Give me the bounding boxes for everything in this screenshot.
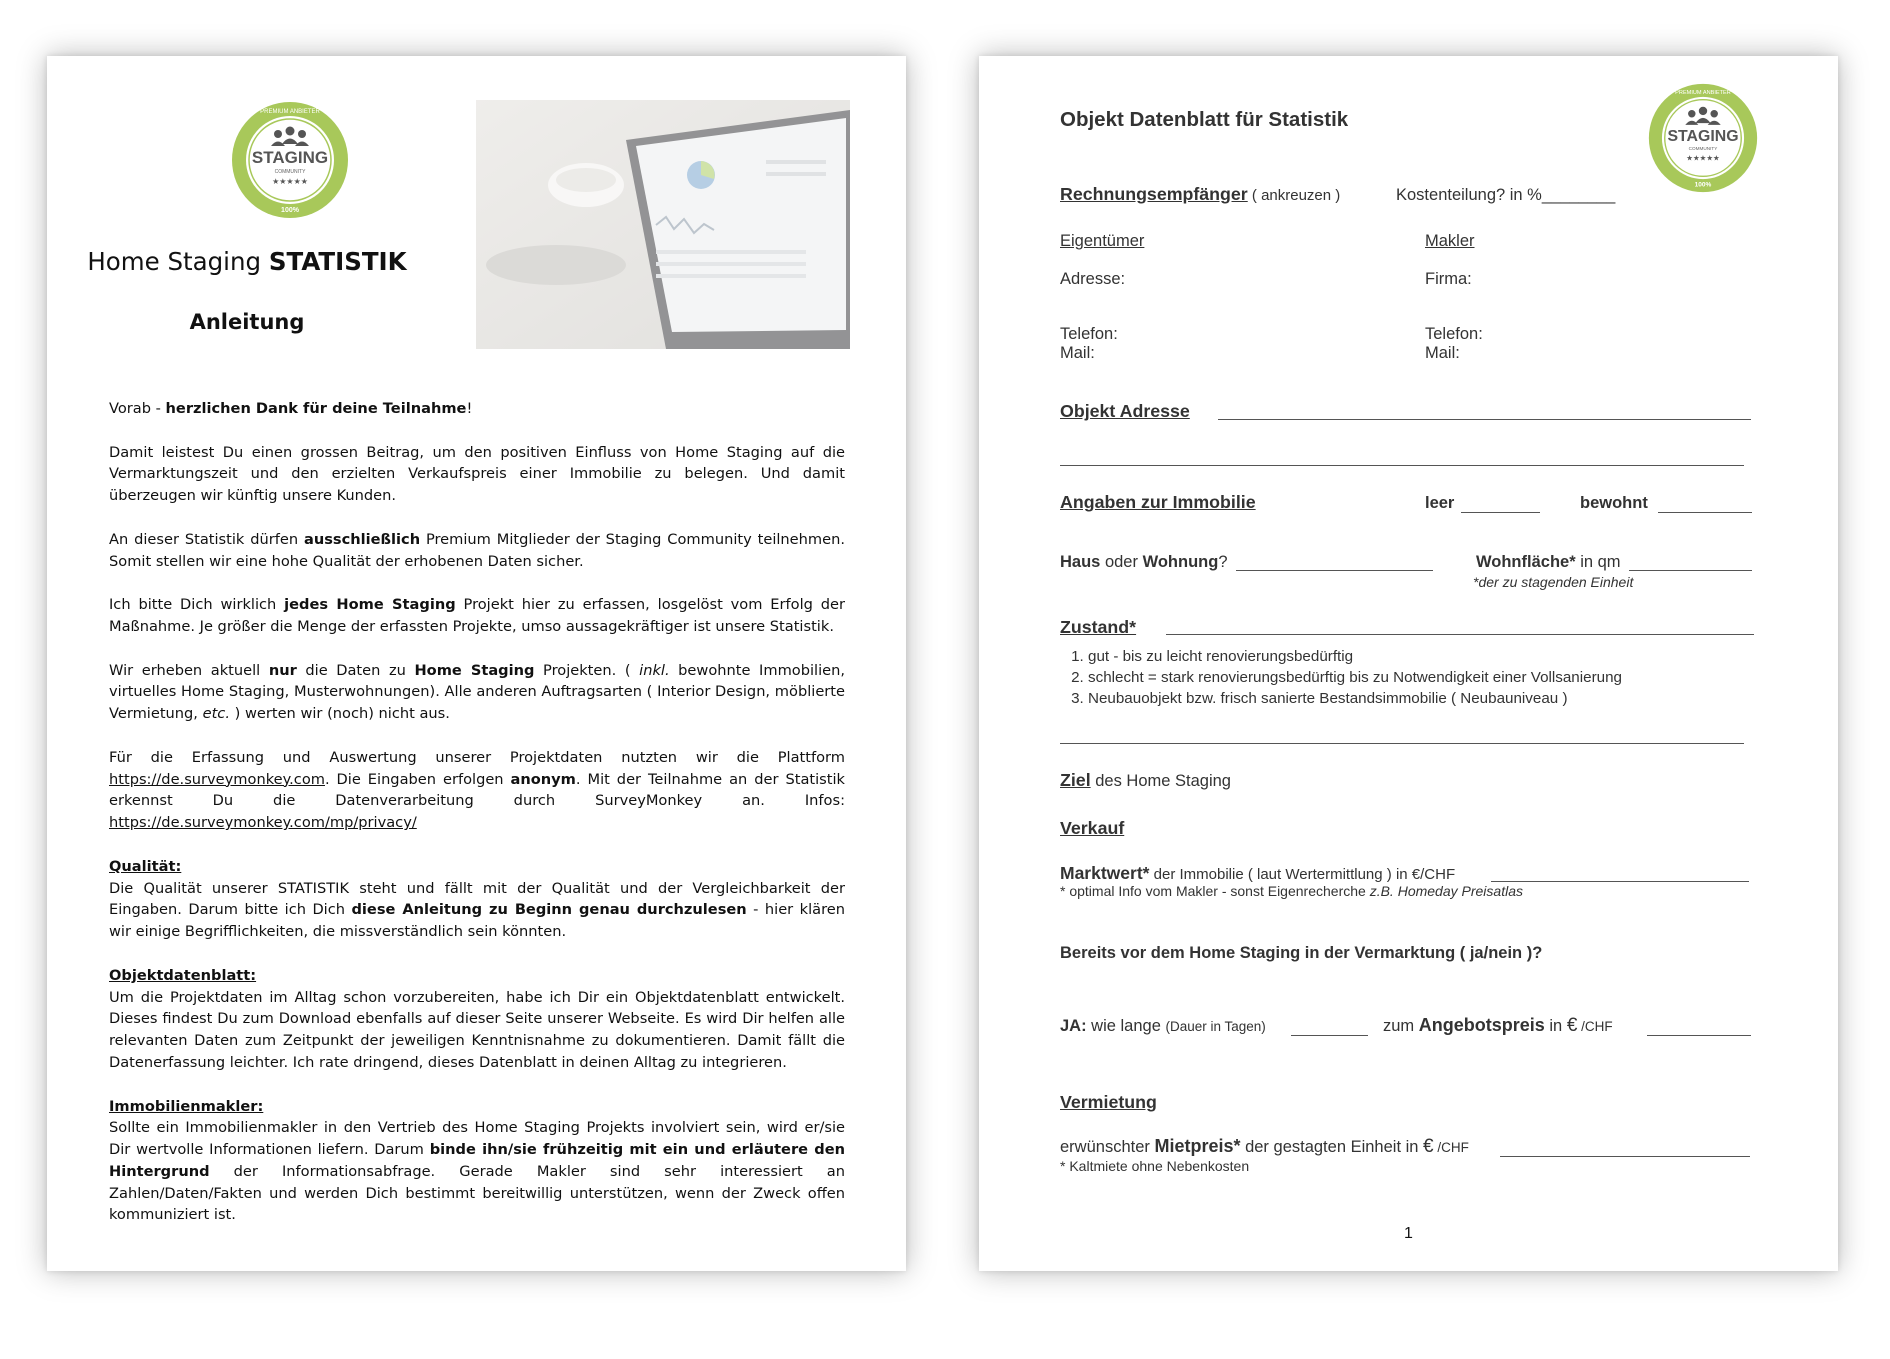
condition-item-poor: 2. schlecht = stark renovierungsbedürftig bis zu Notwendigkeit einer Vollsanierung <box>1088 667 1760 688</box>
condition-field[interactable] <box>1166 634 1754 635</box>
datasheet-section: Objektdatenblatt: Um die Projektdaten im Alltag schon vorzubereiten, habe ich Dir ein Objektdatenblatt entwickelt. Dieses findest Du zum Download ebenfalls auf dieser Seite unserer Webseite. Es wird Dir helfen alle relevanten Daten zum Zeitpunkt der jeweiligen Kenntnisnahme zu dokumentieren. Damit fällt die Datenerfassung leichter. Ich rate dringend, dieses Datenblatt in deinen Alltag zu integrieren. <box>109 966 845 1071</box>
privacy-link[interactable]: https://de.surveymonkey.com/mp/privacy/ <box>109 814 417 832</box>
marketed-before-question: Bereits vor dem Home Staging in der Vermarktung ( ja/nein )? <box>1060 944 1543 962</box>
svg-text:PREMIUM ANBIETER: PREMIUM ANBIETER <box>1675 90 1731 97</box>
instruction-text <box>109 398 845 1248</box>
svg-text:★★★★★: ★★★★★ <box>1686 153 1720 163</box>
living-area-field[interactable] <box>1629 570 1752 571</box>
rent-field[interactable] <box>1500 1156 1750 1157</box>
svg-text:COMMUNITY: COMMUNITY <box>1688 146 1718 152</box>
condition-list <box>1060 646 1760 709</box>
owner-checkbox[interactable]: Eigentümer <box>1060 232 1145 250</box>
unit-note: *der zu stagenden Einheit <box>1473 574 1634 590</box>
quality-section: Qualität: Die Qualität unserer STATISTIK steht und fällt mit der Qualität und der Vergleichbarkeit der Eingaben. Darum bitte ich Dich diese Anleitung zu Beginn genau durchzulesen - hier klären wir einige Begrifflichkeiten, die missverständlich sein könnten. <box>109 857 845 941</box>
condition-heading: Zustand* <box>1060 617 1137 637</box>
logo-ring-text: PREMIUM ANBIETER <box>260 109 320 115</box>
intro-paragraph: Vorab - herzlichen Dank für deine Teilnahme! <box>109 400 473 417</box>
company-label: Firma: <box>1425 270 1472 288</box>
contribution-paragraph: Damit leistest Du einen grossen Beitrag, um den positiven Einfluss von Home Staging auf die Vermarktungszeit und den erzielten Verkaufspreis einer Immobilie zu belegen. Und damit überzeugen wir künftig unsere Kunden. <box>109 443 845 505</box>
datasheet-heading: Objektdatenblatt: <box>109 966 257 984</box>
occupied-field[interactable] <box>1658 512 1752 513</box>
tablet-chart-photo <box>476 100 850 349</box>
instruction-page <box>47 56 906 1271</box>
occupied-label: bewohnt <box>1580 494 1648 512</box>
logo-name: STAGING <box>251 148 329 167</box>
premium-paragraph: An dieser Statistik dürfen ausschließlich Premium Mitglieder der Staging Community teilnehmen. Somit stellen wir eine hohe Qualität der erhobenen Daten sicher. <box>109 530 845 570</box>
condition-divider-line <box>1060 743 1744 744</box>
scope-paragraph: Wir erheben aktuell nur die Daten zu Home Staging Projekten. ( inkl. bewohnte Immobilien, virtuelles Home Staging, Musterwohnungen). Alle anderen Auftragsarten ( Interior Design, möblierte Vermietung, etc. ) werten wir (noch) nicht aus. <box>109 661 846 723</box>
object-address-line-2[interactable] <box>1060 465 1744 466</box>
yes-duration-label: JA: wie lange (Dauer in Tagen) <box>1060 1017 1266 1035</box>
object-address-heading: Objekt Adresse <box>1060 401 1190 421</box>
invoice-recipient-row: Rechnungsempfänger ( ankreuzen ) <box>1060 184 1341 204</box>
svg-text:STAGING: STAGING <box>1667 127 1739 145</box>
quality-heading: Qualität: <box>109 857 182 875</box>
object-address-line-1[interactable] <box>1218 419 1751 420</box>
vacant-field[interactable] <box>1461 512 1540 513</box>
rental-heading: Vermietung <box>1060 1092 1157 1112</box>
invoice-recipient-heading: Rechnungsempfänger <box>1060 184 1248 204</box>
realtor-heading: Immobilienmakler: <box>109 1097 264 1115</box>
datasheet-title: Objekt Datenblatt für Statistik <box>1060 108 1349 131</box>
staging-community-logo <box>230 100 350 220</box>
offer-price-field[interactable] <box>1647 1035 1751 1036</box>
living-area-label: Wohnfläche* in qm <box>1476 553 1621 571</box>
market-value-note: * optimal Info vom Makler - sonst Eigenrecherche z.B. Homeday Preisatlas <box>1060 883 1523 899</box>
realtor-contact: Telefon: Mail: <box>1425 325 1483 362</box>
house-or-apartment-label: Haus oder Wohnung? <box>1060 553 1228 571</box>
condition-item-good: 1. gut - bis zu leicht renovierungsbedürftig <box>1088 646 1760 667</box>
document-title: Home Staging STATISTIK <box>87 247 407 276</box>
house-or-apartment-field[interactable] <box>1236 570 1433 571</box>
offer-price-label: zum Angebotspreis in € /CHF <box>1383 1015 1613 1036</box>
document-subtitle: Anleitung <box>189 310 305 334</box>
sale-heading: Verkauf <box>1060 818 1125 838</box>
vacant-label: leer <box>1425 494 1455 512</box>
rent-label: erwünschter Mietpreis* der gestagten Einheit in € /CHF <box>1060 1136 1469 1157</box>
owner-contact: Telefon: Mail: <box>1060 325 1118 362</box>
market-value-label: Marktwert* der Immobilie ( laut Wertermittlung ) in €/CHF <box>1060 863 1456 883</box>
goal-label: Ziel des Home Staging <box>1060 770 1231 790</box>
logo-stars: ★★★★★ <box>272 177 308 186</box>
staging-community-logo <box>1647 82 1759 194</box>
property-details-heading: Angaben zur Immobilie <box>1060 492 1256 512</box>
logo-badge: 100% <box>281 207 299 214</box>
realtor-checkbox[interactable]: Makler <box>1425 232 1475 250</box>
page-number: 1 <box>1404 1225 1413 1242</box>
realtor-section: Immobilienmakler: Sollte ein Immobilienmakler in den Vertrieb des Home Staging Projekts involviert sein, wird er/sie Dir wertvolle Informationen liefern. Darum binde ihn/sie frühzeitig mit ein und erläutere den Hintergrund der Informationsabfrage. Gerade Makler sind sehr interessiert an Zahlen/Daten/Fakten und werden Dich bestimmt bereitwillig unterstützen, wenn der Zweck offen kommuniziert ist. <box>109 1097 846 1224</box>
duration-field[interactable] <box>1291 1035 1368 1036</box>
surveymonkey-link[interactable]: https://de.surveymonkey.com <box>109 770 325 788</box>
datasheet-page <box>979 56 1838 1271</box>
svg-text:100%: 100% <box>1694 181 1712 189</box>
cost-sharing-field[interactable]: Kostenteilung? in %________ <box>1396 186 1616 204</box>
every-project-paragraph: Ich bitte Dich wirklich jedes Home Staging Projekt hier zu erfassen, losgelöst vom Erfolg der Maßnahme. Je größer die Menge der erfassten Projekte, umso aussagekräftiger ist unsere Statistik. <box>109 596 846 635</box>
condition-item-new: 3. Neubauobjekt bzw. frisch sanierte Bestandsimmobilie ( Neubauniveau ) <box>1088 688 1760 709</box>
market-value-field[interactable] <box>1491 881 1749 882</box>
platform-paragraph: Für die Erfassung und Auswertung unserer Projektdaten nutzten wir die Plattform https://de.surveymonkey.com. Die Eingaben erfolgen anonym. Mit der Teilnahme an der Statistik erkennst Du die Datenverarbeitung durch SurveyMonkey an. Infos: https://de.surveymonkey.com/mp/privacy/ <box>109 748 845 832</box>
logo-community: COMMUNITY <box>274 169 306 175</box>
address-label: Adresse: <box>1060 270 1126 288</box>
rent-note: * Kaltmiete ohne Nebenkosten <box>1060 1158 1250 1174</box>
